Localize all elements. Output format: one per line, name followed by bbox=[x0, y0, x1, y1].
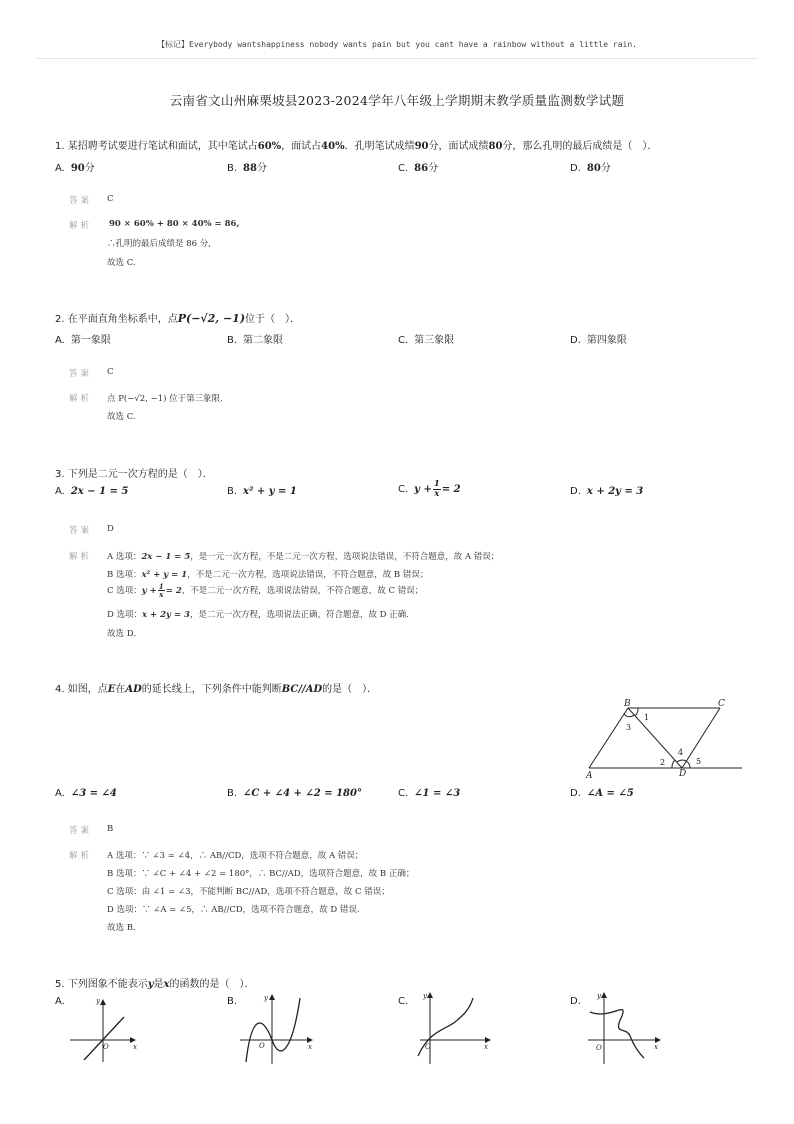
q3-analysis-line: C 选项：y + $\frac{1}{x}$ = 2，不是二元一次方程，选项说法错误，不符合题意，故 C 错误； bbox=[107, 582, 424, 600]
q1-analysis-line: 故选 C. bbox=[107, 258, 136, 268]
fig-label-4: 4 bbox=[678, 748, 684, 757]
q3-analysis-line: B 选项：x² + y = 1，不是二元一次方程，选项说法错误，不符合题意，故 B 错误； bbox=[107, 570, 429, 580]
q2-analysis-line: 故选 C. bbox=[107, 412, 136, 422]
q1-option-d[interactable]: D. 80分 bbox=[570, 163, 611, 174]
fig-label-1: 1 bbox=[644, 713, 650, 722]
q3-option-b[interactable]: B. x² + y = 1 bbox=[227, 486, 297, 497]
fig-label-2: 2 bbox=[660, 758, 666, 767]
q2-option-d[interactable]: D. 第四象限 bbox=[570, 335, 627, 346]
fig-label-d: D bbox=[679, 769, 687, 779]
graph-b-y-label: y bbox=[264, 994, 268, 1002]
graph-c-x-label: x bbox=[484, 1043, 488, 1051]
q4-analysis-line: A 选项：∵ ∠3 = ∠4，∴ AB//CD，选项不符合题意，故 A 错误； bbox=[107, 851, 364, 861]
q4-analysis-line: B 选项：∵ ∠C + ∠4 + ∠2 = 180°，∴ BC//AD，选项符合题意，故 B 正确； bbox=[107, 869, 415, 879]
header-divider bbox=[36, 58, 758, 59]
segment-ab bbox=[589, 708, 628, 768]
q3-analysis-label: 解析 bbox=[69, 552, 93, 562]
graph-a-origin: O bbox=[103, 1043, 109, 1051]
angle-arc-1 bbox=[635, 708, 638, 716]
q2-answer-label: 答案 bbox=[69, 369, 93, 379]
q2-stem: 2. 在平面直角坐标系中，点P(−√2, −1)位于（ ）． bbox=[55, 312, 301, 325]
q5-option-b[interactable]: B. bbox=[227, 996, 238, 1007]
graph-d bbox=[588, 993, 660, 1064]
fig-label-3: 3 bbox=[626, 723, 632, 732]
graph-d-y-label: y bbox=[597, 992, 601, 1000]
angle-arc-2 bbox=[672, 760, 675, 768]
q1-analysis-line: ∴孔明的最后成绩是 86 分, bbox=[107, 239, 211, 249]
q4-option-c[interactable]: C. ∠1 = ∠3 bbox=[398, 788, 461, 799]
q1-analysis-label: 解析 bbox=[69, 221, 93, 231]
graph-b-curve bbox=[246, 998, 300, 1062]
q2-analysis-label: 解析 bbox=[69, 394, 93, 404]
graph-c-origin: O bbox=[425, 1043, 431, 1051]
q4-analysis-line: C 选项：由 ∠1 = ∠3，不能判断 BC//AD，选项不符合题意，故 C 错误； bbox=[107, 887, 390, 897]
q2-analysis-line: 点 P(−√2, −1) 位于第三象限. bbox=[107, 394, 223, 404]
graph-a-curve bbox=[84, 1017, 124, 1060]
fig-label-a: A bbox=[586, 771, 593, 781]
fig-label-5: 5 bbox=[696, 757, 702, 766]
q5-option-a[interactable]: A. bbox=[55, 996, 65, 1007]
graph-a-x-label: x bbox=[133, 1043, 137, 1051]
angle-arc-4 bbox=[677, 760, 686, 762]
q4-answer: B bbox=[107, 824, 114, 834]
q1-answer-label: 答案 bbox=[69, 196, 93, 206]
graph-d-curve bbox=[590, 1010, 644, 1058]
q1-analysis-line: 90 × 60% + 80 × 40% = 86, bbox=[109, 219, 240, 229]
q5-option-d[interactable]: D. bbox=[570, 996, 581, 1007]
q1-option-c[interactable]: C. 86分 bbox=[398, 163, 439, 174]
q5-stem: 5. 下列图象不能表示y是x的函数的是（ ）． bbox=[55, 979, 255, 990]
angle-arc-3 bbox=[624, 714, 634, 717]
q4-option-b[interactable]: B. ∠C + ∠4 + ∠2 = 180° bbox=[227, 788, 362, 799]
q1-stem: 1. 某招聘考试要进行笔试和面试，其中笔试占60%，面试占40%．孔明笔试成绩90分，面试成绩80分，那么孔明的最后成绩是（ ）． bbox=[55, 141, 658, 152]
q3-answer-label: 答案 bbox=[69, 526, 93, 536]
q3-option-d[interactable]: D. x + 2y = 3 bbox=[570, 486, 644, 497]
graph-b bbox=[240, 995, 312, 1064]
graph-d-x-label: x bbox=[654, 1043, 658, 1051]
fig-label-c: C bbox=[718, 699, 725, 709]
q3-answer: D bbox=[107, 524, 114, 534]
graph-c-curve bbox=[418, 998, 473, 1056]
q3-analysis-line: D 选项：x + 2y = 3，是二元一次方程，选项说法正确，符合题意，故 D 正确. bbox=[107, 610, 409, 620]
segment-bd bbox=[628, 708, 682, 768]
page-title: 云南省文山州麻栗坡县2023-2024学年八年级上学期期末教学质量监测数学试题 bbox=[169, 93, 625, 108]
graph-b-x-label: x bbox=[308, 1043, 312, 1051]
q2-option-b[interactable]: B. 第二象限 bbox=[227, 335, 284, 346]
q4-analysis-line: 故选 B． bbox=[107, 923, 142, 933]
q1-answer: C bbox=[107, 194, 114, 204]
q1-option-a[interactable]: A. 90分 bbox=[55, 163, 95, 174]
graph-b-origin: O bbox=[259, 1042, 265, 1050]
q4-option-d[interactable]: D. ∠A = ∠5 bbox=[570, 788, 634, 799]
graph-a bbox=[70, 1000, 135, 1062]
q5-option-c[interactable]: C. bbox=[398, 996, 409, 1007]
graph-d-origin: O bbox=[596, 1044, 602, 1052]
q4-analysis-label: 解析 bbox=[69, 851, 93, 861]
angle-arc-5 bbox=[686, 761, 690, 768]
graph-c-y-label: y bbox=[423, 992, 427, 1000]
q3-analysis-line: 故选 D． bbox=[107, 629, 143, 639]
q3-option-a[interactable]: A. 2x − 1 = 5 bbox=[55, 486, 129, 497]
q2-option-a[interactable]: A. 第一象限 bbox=[55, 335, 111, 346]
q4-option-a[interactable]: A. ∠3 = ∠4 bbox=[55, 788, 117, 799]
q3-stem: 3. 下列是二元一次方程的是（ ）． bbox=[55, 469, 213, 480]
q2-option-c[interactable]: C. 第三象限 bbox=[398, 335, 455, 346]
q4-analysis-line: D 选项：∵ ∠A = ∠5，∴ AB//CD，选项不符合题意，故 D 错误. bbox=[107, 905, 360, 915]
header-note: 【标记】Everybody wantshappiness nobody wants pain but you cant have a rainbow without a little rain. bbox=[157, 40, 637, 49]
fig-label-b: B bbox=[624, 699, 631, 709]
q4-stem: 4. 如图，点E在AD的延长线上，下列条件中能判断BC//AD的是（ ）． bbox=[55, 684, 378, 695]
q4-answer-label: 答案 bbox=[69, 826, 93, 836]
q1-option-b[interactable]: B. 88分 bbox=[227, 163, 267, 174]
q2-answer: C bbox=[107, 367, 114, 377]
graph-c bbox=[418, 993, 490, 1064]
q3-option-c[interactable]: C. y + $\frac{1}{x}$ = 2 bbox=[398, 479, 461, 499]
segment-cd bbox=[682, 708, 720, 768]
q3-analysis-line: A 选项：2x − 1 = 5，是一元一次方程，不是二元一次方程，选项说法错误，不符合题意，故 A 错误； bbox=[107, 552, 500, 562]
graph-a-y-label: y bbox=[96, 997, 100, 1005]
